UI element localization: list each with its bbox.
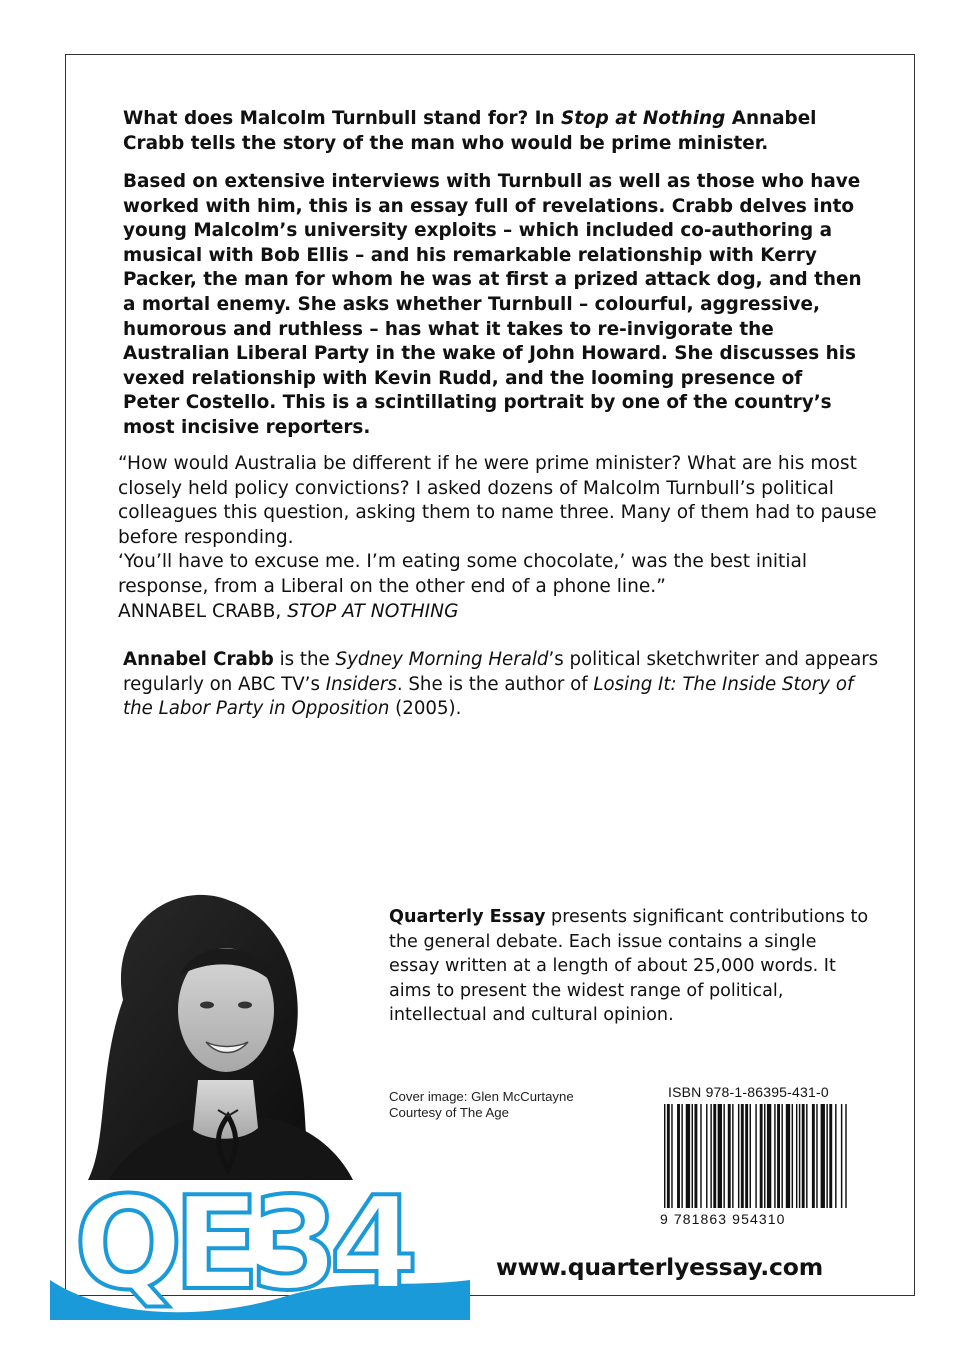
barcode-bar — [718, 1104, 722, 1208]
barcode-bar — [694, 1104, 697, 1208]
barcode-bar — [816, 1104, 817, 1208]
attribution-title: STOP AT NOTHING — [287, 600, 459, 622]
barcode-bar — [671, 1104, 672, 1208]
author-bio — [123, 648, 883, 722]
author-portrait — [68, 880, 368, 1180]
barcode-bar — [774, 1104, 775, 1208]
quote-attribution — [118, 600, 878, 625]
cover-image-credit — [389, 1089, 649, 1121]
bio-text-4: (2005). — [389, 698, 462, 720]
bio-text-2: ’s political sketchwriter and appears regularly on ABC TV’s — [123, 649, 879, 695]
barcode-bar — [806, 1104, 807, 1208]
barcode-bar — [732, 1104, 733, 1208]
barcode-bar — [826, 1104, 827, 1208]
barcode-bar — [713, 1104, 716, 1208]
website-url: www.quarterlyessay.com — [496, 1253, 823, 1281]
barcode-bar — [728, 1104, 731, 1208]
barcode-bar — [764, 1104, 765, 1208]
blurb-body: Based on extensive interviews with Turnbull as well as those who have worked with him, this is an essay full of revelations. Crabb delves into young Malcolm’s university exploits – which included co-authoring a musical with Bob Ellis – and his remarkable relationship with Kerry Packer, the man for whom he was at first a prized attack dog, and then a mortal enemy. She asks whether Turnbull – colourful, aggressive, humorous and ruthless – has what it takes to re-invigorate the Australian Liberal Party in the wake of John Howard. She discusses his vexed relationship with Kevin Rudd, and the looming presence of Peter Costello. This is a scintillating portrait by one of the country’s most incisive reporters. — [123, 171, 862, 438]
quarterly-essay-name: Quarterly Essay — [389, 907, 546, 927]
barcode-bar — [760, 1104, 763, 1208]
barcode-bar — [710, 1104, 711, 1208]
barcode-bar — [738, 1104, 739, 1208]
quote-line-1: “How would Australia be different if he were prime minister? What are his most closely held policy convictions? I asked dozens of Malcolm Turnbull’s political colleagues this question, asking them to name three. Many of them had to pause before responding. — [118, 453, 877, 548]
bio-tv-show: Insiders — [325, 673, 397, 695]
barcode-bar — [796, 1104, 797, 1208]
barcode-bar — [812, 1104, 815, 1208]
barcode-bar — [835, 1104, 836, 1208]
blurb-intro-text-end: Annabel Crabb tells the story of the man who would be prime minister. — [123, 108, 817, 154]
barcode-bar — [681, 1104, 682, 1208]
barcode-bar — [750, 1104, 751, 1208]
blurb-intro-title: Stop at Nothing — [561, 108, 726, 129]
barcode-bar — [706, 1104, 707, 1208]
bio-text-1: is the — [273, 649, 336, 670]
bio-text-3: . She is the author of — [396, 673, 594, 695]
attribution-name: ANNABEL CRABB, — [118, 600, 288, 622]
blurb-intro — [123, 107, 863, 156]
barcode-bar — [792, 1104, 793, 1208]
quote-line-2: ‘You’ll have to excuse me. I’m eating some chocolate,’ was the best initial response, from a Liberal on the other end of a phone line.” — [118, 551, 808, 597]
barcode-bar — [845, 1104, 846, 1208]
barcode — [662, 1104, 852, 1214]
credit-line-2: Courtesy of The Age — [389, 1105, 509, 1120]
barcode-bar — [677, 1104, 680, 1208]
bio-author-name: Annabel Crabb — [123, 649, 274, 670]
quarterly-essay-desc-text: presents significant contributions to the general debate. Each issue contains a single essay written at a length of about 25,000 words. It aims to present the widest range of political, intellectual and cultural opinion. — [389, 907, 869, 1026]
isbn-text: ISBN 978-1-86395-431-0 — [668, 1084, 829, 1100]
barcode-bar — [692, 1104, 693, 1208]
barcode-bar — [745, 1104, 748, 1208]
credit-line-1: Cover image: Glen McCurtayne — [389, 1089, 574, 1104]
barcode-bar — [802, 1104, 805, 1208]
barcode-bar — [767, 1104, 771, 1208]
barcode-bar — [829, 1104, 832, 1208]
barcode-bar — [777, 1104, 780, 1208]
barcode-bar — [786, 1104, 790, 1208]
barcode-bar — [841, 1104, 842, 1208]
barcode-bar — [781, 1104, 782, 1208]
bio-newspaper: Sydney Morning Herald — [335, 649, 549, 670]
barcode-bar — [664, 1104, 665, 1208]
logo-text: QE34 — [74, 1170, 409, 1319]
barcode-bar — [741, 1104, 744, 1208]
bio-book-title: Losing It: The Inside Story of the Labor Party in Opposition — [123, 673, 854, 720]
qe34-logo — [50, 1170, 470, 1320]
blurb-intro-text: What does Malcolm Turnbull stand for? In — [123, 108, 561, 129]
barcode-digits: 9 781863 954310 — [660, 1211, 786, 1227]
barcode-bar — [700, 1104, 701, 1208]
barcode-bar — [755, 1104, 756, 1208]
barcode-bar — [686, 1104, 690, 1208]
barcode-bar — [799, 1104, 800, 1208]
barcode-bar — [821, 1104, 825, 1208]
quarterly-essay-description — [389, 905, 869, 1028]
barcode-bar — [667, 1104, 670, 1208]
pull-quote — [118, 452, 878, 624]
barcode-bar — [723, 1104, 724, 1208]
